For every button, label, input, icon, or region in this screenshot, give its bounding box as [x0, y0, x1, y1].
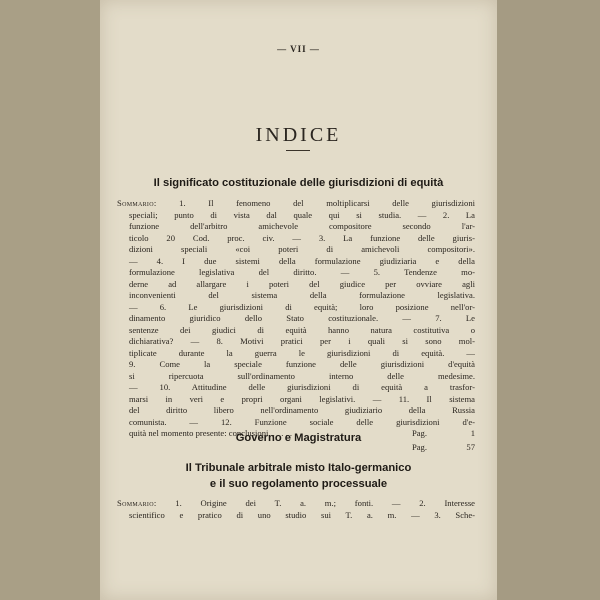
summary-line: inconvenienti del sistema della formulazione legislativa.: [129, 290, 475, 300]
summary-line: derne ad allargare i poteri del giudice per ovviare agli: [129, 278, 475, 289]
section-heading-3-line-2: e il suo regolamento processuale: [209, 478, 388, 490]
summary-label: Sommario:: [117, 498, 157, 508]
summary-line: ticolo 20 Cod. proc. civ. — 3. La funzione delle giuris-: [129, 232, 475, 243]
summary-line: si ripercuota sull'ordinamento interno delle medesime.: [129, 370, 475, 381]
summary-line: scientifico e pratico di uno studio sui T. a. m. — 3. Sche-: [129, 509, 475, 520]
summary-line: funzione dell'arbitro amichevole compositore secondo l'ar-: [129, 221, 475, 231]
summary-line: formulazione legislativa del diritto. — 5. Tendenze mo-: [129, 267, 475, 277]
background-left: [0, 0, 100, 600]
section-summary-3: [117, 498, 475, 521]
summary-line: — 4. I due sistemi della formulazione giudiziaria e della: [129, 255, 475, 266]
summary-line: — 10. Attitudine delle giurisdizioni di equità a trasfor-: [129, 382, 475, 392]
page-label: Pag.: [411, 442, 427, 452]
page-label: Pag.: [411, 428, 427, 438]
summary-line: Sommario: 1. Il fenomeno del moltiplicarsi delle giurisdizioni: [117, 198, 475, 208]
summary-line: — 6. Le giurisdizioni di equità; loro posizione nell'or-: [129, 301, 475, 312]
page-reference: 1: [470, 428, 475, 438]
book-page: [100, 0, 497, 600]
summary-line: sentenze dei giudici di equità hanno natura costitutiva o: [129, 324, 475, 335]
section-summary-1: [117, 198, 475, 440]
summary-line: dichiarativa? — 8. Motivi pratici per i quali si sono mol-: [129, 336, 475, 346]
section-heading-3: Il Tribunale arbitrale misto Italo-germanico: [185, 462, 412, 474]
summary-line: marsi in veri e propri organi legislativi. — 11. Il sistema: [129, 393, 475, 404]
summary-line: tiplicate durante la guerra le giurisdizioni di equità. —: [129, 347, 475, 358]
summary-line: Sommario: 1. Origine dei T. a. m.; fonti. — 2. Interesse: [117, 498, 475, 508]
summary-line: dizioni speciali «coi poteri di amichevoli compositori».: [129, 244, 475, 254]
title-rule: [286, 150, 310, 151]
section-heading-2: Governo e Magistratura: [235, 432, 362, 444]
summary-line: comunista. — 12. Funzione sociale delle giurisdizioni d'e-: [129, 416, 475, 427]
background-right: [497, 0, 600, 600]
summary-line: 9. Come la speciale funzione delle giurisdizioni d'equità: [129, 359, 475, 369]
summary-label: Sommario:: [117, 198, 157, 208]
summary-line: dinamento giuridico dello Stato costituzionale. — 7. Le: [129, 313, 475, 323]
page-reference: 57: [466, 442, 475, 452]
summary-line: quità nel momento presente: conclusioni. . . . . .: [129, 428, 293, 438]
page-title: INDICE: [255, 124, 342, 146]
page-number: — VII —: [277, 44, 320, 54]
summary-line: del diritto libero nell'ordinamento giudiziario della Russia: [129, 405, 475, 415]
section-heading-1: Il significato costituzionale delle giurisdizioni di equità: [153, 177, 444, 189]
summary-line: speciali; punto di vista dal quale qui si studia. — 2. La: [129, 209, 475, 220]
